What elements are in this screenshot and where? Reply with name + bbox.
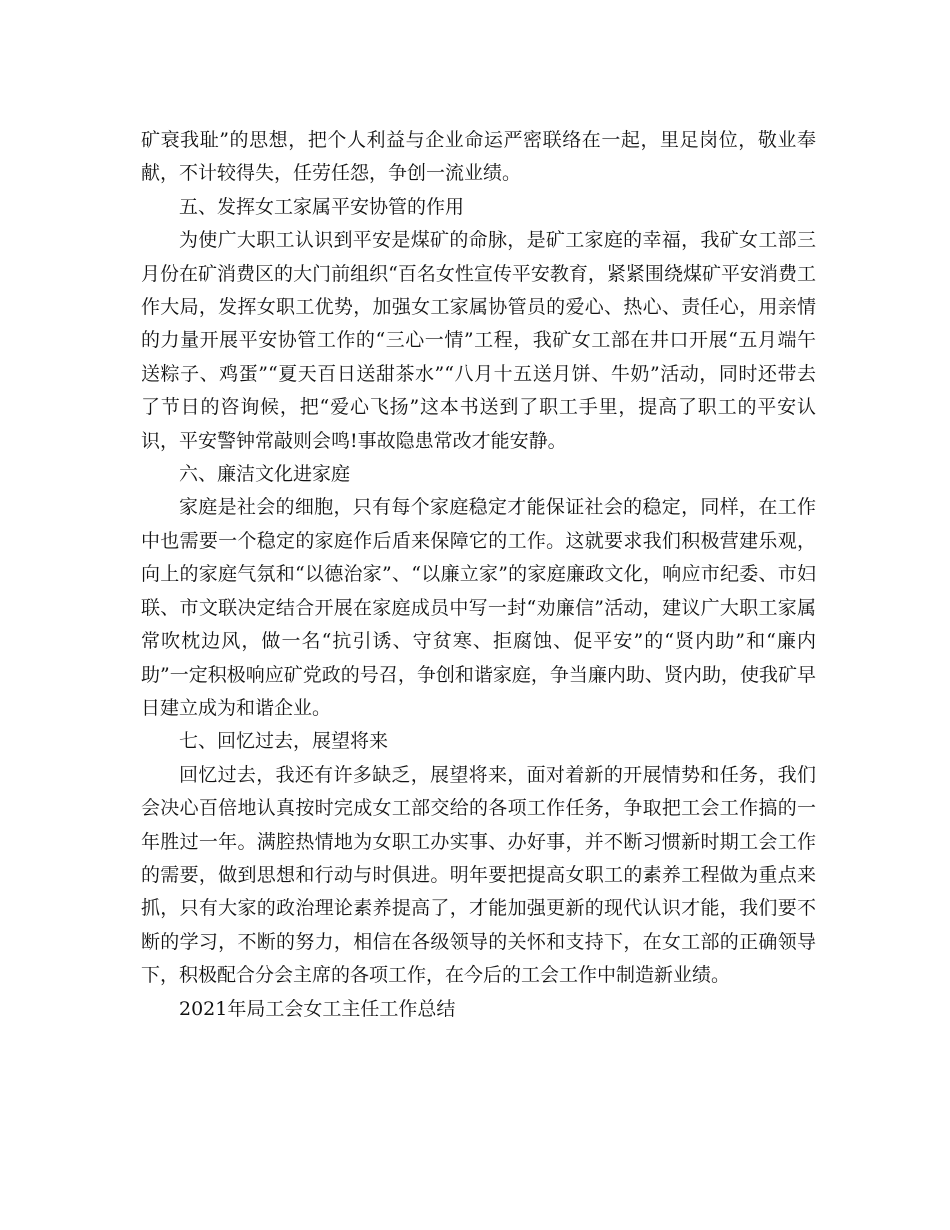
paragraph-safety-coordination: 为使广大职工认识到平安是煤矿的命脉，是矿工家庭的幸福，我矿女工部三月份在矿消费区的大门前组织“百名女性宣传平安教育，紧紧围绕煤矿平安消费工作大局，发挥女职工优势，加强女工家属协管员的爱心、热心、责任心，用亲情的力量开展平安协管工作的“三心一情”工程，我矿女工部在井口开展“五月端午送粽子、鸡蛋”“夏天百日送甜茶水”“八月十五送月饼、牛奶”活动，同时还带去了节日的咨询候，把“爱心飞扬”这本书送到了职工手里，提高了职工的平安认识，平安警钟常敲则会鸣!事故隐患常改才能安静。: [141, 229, 816, 452]
document-body: [141, 124, 816, 1026]
section-heading-6: 六、廉洁文化进家庭: [179, 463, 351, 486]
paragraph-review-outlook: 回忆过去，我还有许多缺乏，展望将来，面对着新的开展情势和任务，我们会决心百倍地认真按时完成女工部交给的各项工作任务，争取把工会工作搞的一年胜过一年。满腔热情地为女职工办实事、办好事，并不断习惯新时期工会工作的需要，做到思想和行动与时俱进。明年要把提高女职工的素养工程做为重点来抓，只有大家的政治理论素养提高了，才能加强更新的现代认识才能，我们要不断的学习，不断的努力，相信在各级领导的关怀和支持下，在女工部的正确领导下，积极配合分会主席的各项工作，在今后的工会工作中制造新业绩。: [141, 763, 816, 987]
paragraph-continuation: 矿衰我耻”的思想，把个人利益与企业命运严密联络在一起，里足岗位，敬业奉献，不计较得失，任劳任怨，争创一流业绩。: [141, 129, 816, 185]
document-title-line: 2021年局工会女工主任工作总结: [179, 997, 456, 1020]
paragraph-integrity-culture: 家庭是社会的细胞，只有每个家庭稳定才能保证社会的稳定，同样，在工作中也需要一个稳定的家庭作后盾来保障它的工作。这就要求我们积极营建乐观，向上的家庭气氛和“以德治家”、“以廉立家”的家庭廉政文化，响应市纪委、市妇联、市文联决定结合开展在家庭成员中写一封“劝廉信”活动，建议广大职工家属常吹枕边风，做一名“抗引诱、守贫寒、拒腐蚀、促平安”的“贤内助”和“廉内助”一定积极响应矿党政的号召，争创和谐家庭，争当廉内助、贤内助，使我矿早日建立成为和谐企业。: [141, 496, 816, 719]
section-heading-5: 五、发挥女工家属平安协管的作用: [179, 195, 465, 218]
section-heading-7: 七、回忆过去，展望将来: [179, 730, 389, 753]
